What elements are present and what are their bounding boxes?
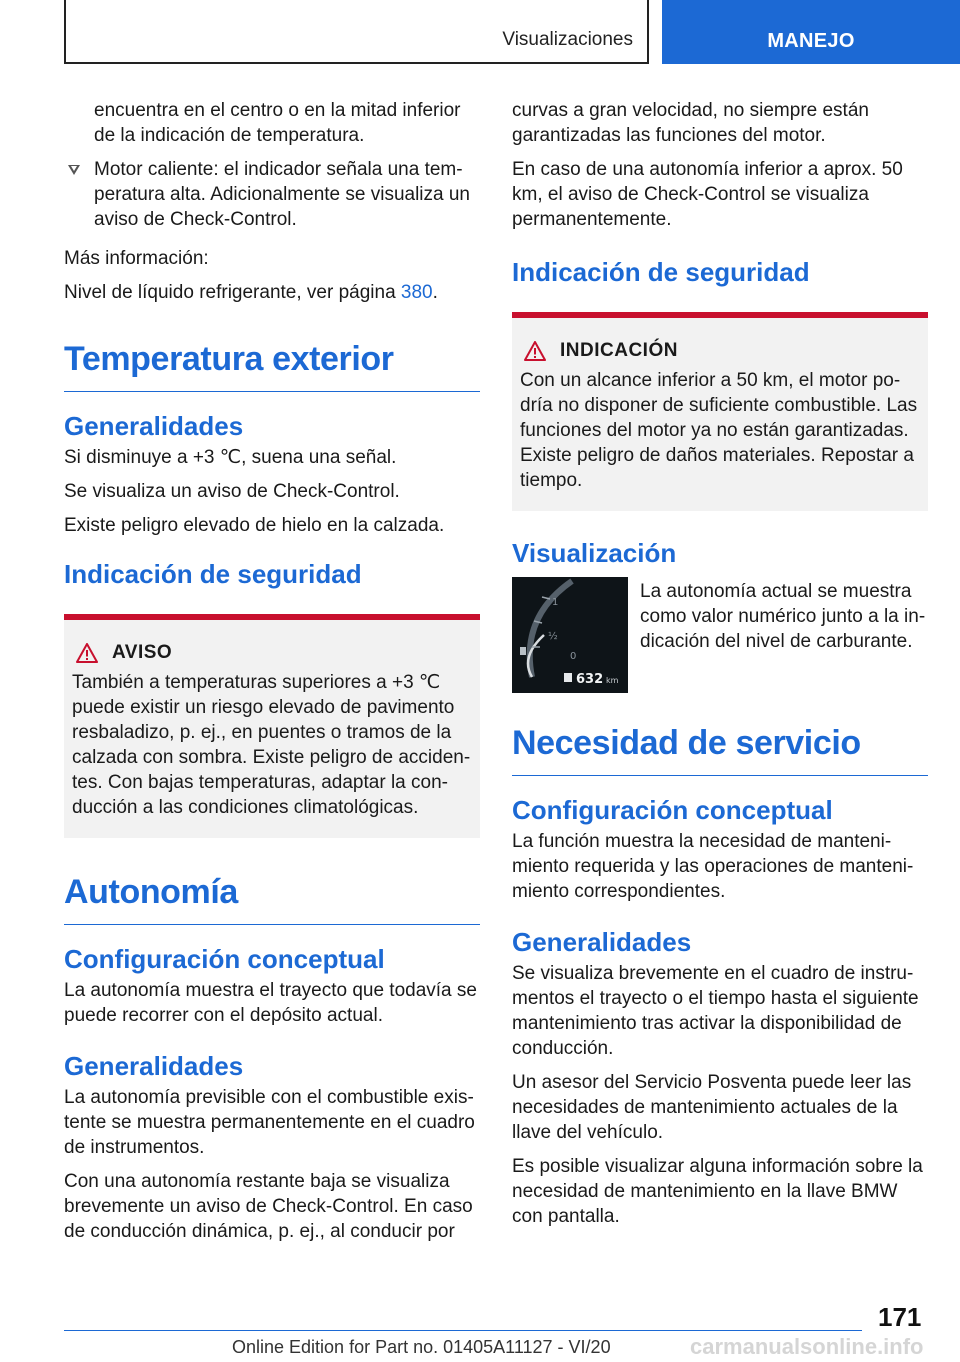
notice-title: AVISO bbox=[112, 642, 173, 663]
reference-text: Nivel de líquido refrigerante, ver página bbox=[64, 282, 401, 303]
subsection-title-general: Generalidades bbox=[64, 1051, 244, 1081]
paragraph: La función muestra la necesidad de mantenimiento requerida y las operaciones de mantenimiento correspondientes. bbox=[512, 831, 914, 902]
bullet-triangle-icon bbox=[68, 165, 80, 175]
paragraph: En caso de una autonomía inferior a aprox. 50 km, el aviso de Check-Control se visualiza permanentemente. bbox=[512, 159, 903, 230]
gauge-mark-half: ½ bbox=[548, 631, 558, 642]
section-title-temperature: Temperatura exterior bbox=[64, 339, 480, 392]
gauge-range-unit: km bbox=[606, 676, 619, 685]
notice-text: También a temperaturas superiores a +3 ℃ puede existir un riesgo elevado de pavimento resbaladizo, p. ej., en puentes o tramos de la calzada con sombra. Existe peligro de accidentes. Con bajas temperaturas, adaptar la conducción a las condiciones climatológicas. bbox=[72, 672, 471, 818]
left-column bbox=[64, 98, 480, 1253]
subsection-title-safety: Indicación de seguridad bbox=[64, 559, 362, 589]
right-column bbox=[512, 98, 928, 1238]
display-row bbox=[512, 577, 928, 693]
gauge-mark-empty: 0 bbox=[570, 651, 577, 662]
subsection-title-safety: Indicación de seguridad bbox=[512, 257, 810, 287]
fuel-pump-icon bbox=[564, 673, 572, 682]
subsection-title-general: Generalidades bbox=[64, 411, 244, 441]
header-chapter-tab: MANEJO bbox=[662, 0, 960, 64]
list-item bbox=[64, 157, 480, 232]
paragraph: Se visualiza brevemente en el cuadro de instrumentos el trayecto o el tiempo hasta el siguiente mantenimiento tras activar la disponibilidad de conducción. bbox=[512, 963, 919, 1059]
paragraph: curvas a gran velocidad, no siempre están garantizadas las funciones del motor. bbox=[512, 100, 869, 146]
paragraph: Un asesor del Servicio Posventa puede leer las necesidades de mantenimiento actuales de la llave del vehículo. bbox=[512, 1072, 912, 1143]
paragraph: La autonomía muestra el trayecto que todavía se puede recorrer con el depósito actual. bbox=[64, 980, 477, 1026]
caution-notice bbox=[512, 312, 928, 511]
display-description: La autonomía actual se muestra como valor numérico junto a la indicación del nivel de carburante. bbox=[640, 581, 926, 652]
subsection-title-concept: Configuración conceptual bbox=[512, 795, 833, 825]
warning-triangle-icon bbox=[524, 341, 546, 361]
paragraph: Es posible visualizar alguna información sobre la necesidad de mantenimiento en la llave BMW con pantalla. bbox=[512, 1156, 923, 1227]
fuel-gauge-image bbox=[512, 577, 628, 693]
list-item-text: Motor caliente: el indicador señala una temperatura alta. Adicionalmente se visualiza un aviso de Check-Control. bbox=[94, 159, 471, 230]
warning-triangle-icon bbox=[76, 643, 98, 663]
notice-header bbox=[72, 642, 472, 664]
notice-header bbox=[520, 340, 920, 362]
paragraph: Con una autonomía restante baja se visualiza brevemente un aviso de Check-Control. En caso de conducción dinámica, p. ej., al conducir por bbox=[64, 1171, 473, 1242]
paragraph: Si disminuye a +3 ℃, suena una señal. bbox=[64, 447, 397, 468]
page-number: 171 bbox=[878, 1302, 922, 1332]
gauge-range-value: 632 bbox=[576, 672, 604, 687]
notice-title: INDICACIÓN bbox=[560, 340, 678, 361]
section-title-service: Necesidad de servicio bbox=[512, 723, 928, 776]
watermark-text: carmanualsonline.info bbox=[690, 1334, 924, 1359]
section-title-range: Autonomía bbox=[64, 872, 480, 925]
paragraph: Se visualiza un aviso de Check-Control. bbox=[64, 481, 400, 502]
more-info-label: Más información: bbox=[64, 248, 209, 269]
header-section-title: Visualizaciones bbox=[502, 29, 633, 50]
footer-edition: Online Edition for Part no. 01405A11127 - VI/20 bbox=[232, 1337, 611, 1357]
reference-end: . bbox=[432, 282, 438, 303]
subsection-title-display: Visualización bbox=[512, 538, 677, 568]
subsection-title-concept: Configuración conceptual bbox=[64, 944, 385, 974]
page-reference-link[interactable]: 380 bbox=[400, 282, 433, 303]
paragraph: La autonomía previsible con el combustible existente se muestra permanentemente en el cuadro de instrumentos. bbox=[64, 1087, 475, 1158]
warning-notice bbox=[64, 614, 480, 838]
notice-text: Con un alcance inferior a 50 km, el motor podría no disponer de suficiente combustible. Las funciones del motor ya no están garantizadas. Existe peligro de daños materiales. Repostar a tiempo. bbox=[520, 370, 918, 491]
continued-text: encuentra en el centro o en la mitad inferior de la indicación de temperatura. bbox=[94, 100, 461, 146]
header-frame bbox=[64, 0, 649, 64]
subsection-title-general: Generalidades bbox=[512, 927, 692, 957]
gauge-mark-full: 1 bbox=[552, 597, 559, 608]
paragraph: Existe peligro elevado de hielo en la calzada. bbox=[64, 515, 445, 536]
footer-divider bbox=[64, 1330, 862, 1331]
reference-line bbox=[64, 280, 480, 305]
